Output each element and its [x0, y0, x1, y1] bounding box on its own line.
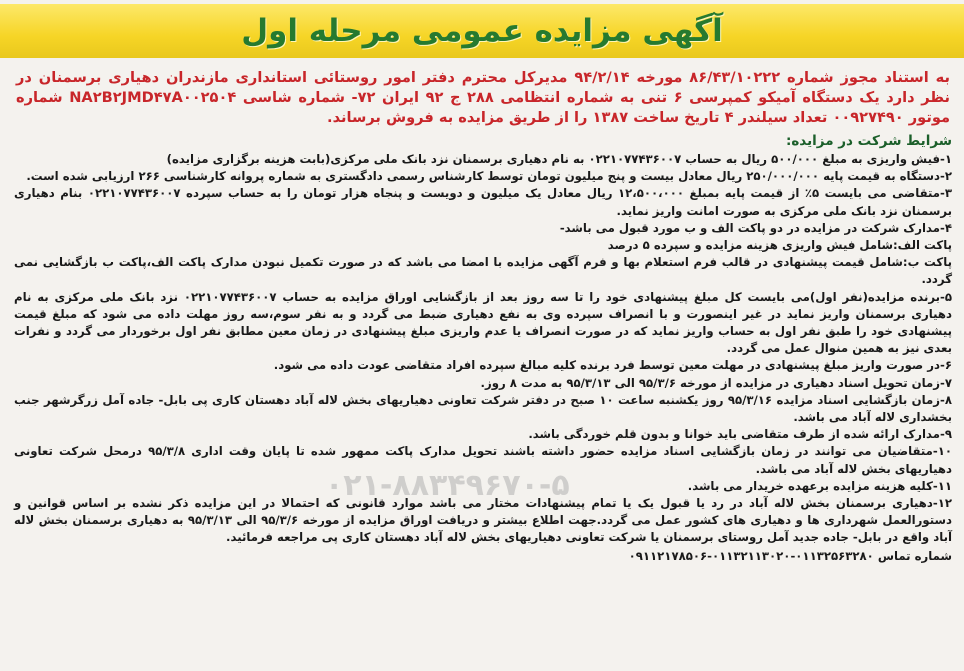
condition-item: ۹-مدارک ارائه شده از طرف متقاضی باید خوانا و بدون قلم خوردگی باشد. — [528, 427, 952, 442]
condition-item: ۱۰-متقاضیان می توانند در زمان بازگشایی اسناد مزایده حضور داشته باشند تحویل مدارک پاکت ممهور شده تا پایان وقت اداری ۹۵/۳/۸ درمحل شرکت تعاونی دهیاریهای بخش لاله آباد می باشد. — [14, 444, 953, 476]
condition-item: ۱۱-کلیه هزینه مزایده برعهده خریدار می باشد. — [687, 478, 952, 493]
condition-item: ۸-زمان بازگشایی اسناد مزایده ۹۵/۳/۱۶ روز یکشنبه ساعت ۱۰ صبح در دفتر شرکت تعاونی دهیاریهای بخش لاله آباد دهستان کاری پی بابل- جاده آمل زرگرشهر جنب بخشداری لاله آباد می باشد. — [14, 392, 952, 425]
title-banner — [0, 4, 964, 58]
page-title: آگهی مزایده عمومی مرحله اول — [241, 13, 723, 49]
condition-item: ۶-در صورت واریز مبلغ پیشنهادی در مهلت معین توسط فرد برنده کلیه مبالغ سپرده افراد متقاضی عودت داده می شود. — [273, 358, 952, 373]
condition-item: ۳-متقاضی می بایست ۵٪ از قیمت پایه بمبلغ ۱۲،۵۰۰،۰۰۰ ریال معادل یک میلیون و دویست و پنجاه هزار تومان را به حساب سپرده ۰۲۲۱۰۷۷۴۳۶۰۰۷ بنام دهیاری برسمنان نزد بانک ملی مرکزی به صورت امانت واریز نماید. — [14, 186, 952, 218]
condition-item: پاکت الف:شامل فیش واریزی هزینه مزایده و سپرده ۵ درصد — [607, 238, 952, 253]
phone-watermark: ۰۲۱-۸۸۳۴۹۶۷۰-۵ — [325, 468, 570, 503]
condition-item: ۲-دستگاه به قیمت پایه ۲۵۰/۰۰۰/۰۰۰ ریال معادل بیست و پنج میلیون تومان توسط کارشناس رسمی دادگستری به شماره پروانه کارشناسی ۲۶۶ ارزیابی شده است. — [26, 169, 952, 184]
condition-item: ۵-برنده مزایده(نفر اول)می بایست کل مبلغ پیشنهادی خود را تا سه روز بعد از بازگشایی اوراق مزایده به حساب ۰۲۲۱۰۷۷۴۳۶۰۰۷ نزد بانک ملی مرکزی به نام دهیاری برسمنان واریز نماید در غیر اینصورت و با انصراف سپرده وی به نفع دهیاری ضبط می گردد و به نفر سوم،سه روز مهلت داده می شود که مبلغ قیمت پیشنهادی خود را طبق نفر اول به حساب واریز نماید که در صورت انصراف یا عدم واریزی مبلغ پیشنهادی در زمان معین مطابق نفر اول برخوردار می گردد و نفرات بعدی نیز به همین منوال عمل می گردد. — [14, 289, 952, 356]
intro-paragraph: به استناد مجوز شماره ۸۶/۴۳/۱۰۲۲۲ مورخه ۹۴/۲/۱۴ مدیرکل محترم دفتر امور روستائی استانداری مازندران دهیاری برسمنان در نظر دارد یک دستگاه آمیکو کمپرسی ۶ تنی به شماره انتظامی ۲۸۸ ج ۹۲ ایران ۷۲- شماره شاسی NA۲B۲JMD۴۷A۰۰۲۵۰۴ شماره موتور ۰۰۹۲۷۴۹۰ تعداد سیلندر ۴ تاریخ ساخت ۱۳۸۷ را از طریق مزایده به فروش برساند. — [16, 69, 950, 126]
conditions-heading: شرایط شرکت در مزایده: — [785, 133, 952, 149]
condition-item: ۴-مدارک شرکت در مزایده در دو پاکت الف و ب مورد قبول می باشد- — [559, 220, 952, 235]
condition-item: پاکت ب:شامل قیمت پیشنهادی در قالب فرم استعلام بها و فرم آگهی مزایده با امضا می باشد که در صورت تکمیل نبودن مدارک پاکت الف،پاکت ب بازگشایی نمی گردد. — [14, 255, 952, 287]
contact-numbers: شماره تماس ۰۱۱۳۲۵۶۳۲۸۰-۰۱۱۳۲۱۱۳۰۲۰-۰۹۱۱۲۱۷۸۵۰۶ — [628, 548, 952, 563]
condition-item: ۷-زمان تحویل اسناد دهیاری در مزایده از مورخه ۹۵/۳/۶ الی ۹۵/۳/۱۳ به مدت ۸ روز. — [480, 375, 952, 390]
condition-item: ۱-فیش واریزی به مبلغ ۵۰۰/۰۰۰ ریال به حساب ۰۲۲۱۰۷۷۴۳۶۰۰۷ به نام دهیاری برسمنان نزد بانک ملی مرکزی(بابت هزینه برگزاری مزایده) — [166, 152, 952, 166]
condition-item: ۱۲-دهیاری برسمنان بخش لاله آباد در رد یا قبول یک یا تمام پیشنهادات مختار می باشد موارد قانونی که احتمالا در این مزایده ذکر نشده بر اساس قوانین و دستورالعمل شهرداری ها و دهیاری های کشور عمل می گردد.جهت اطلاع بیشتر و دریافت اوراق مزایده از مورخه ۹۵/۳/۶ الی ۹۵/۳/۱۳ به دهیاری برسمنان بخش لاله آباد واقع در بابل- جاده جدید آمل روستای برسمنان یا شرکت تعاونی دهیاریهای بخش لاله آباد دهستان کاری پی مراجعه فرمائید. — [14, 496, 952, 545]
conditions-list — [12, 151, 954, 547]
